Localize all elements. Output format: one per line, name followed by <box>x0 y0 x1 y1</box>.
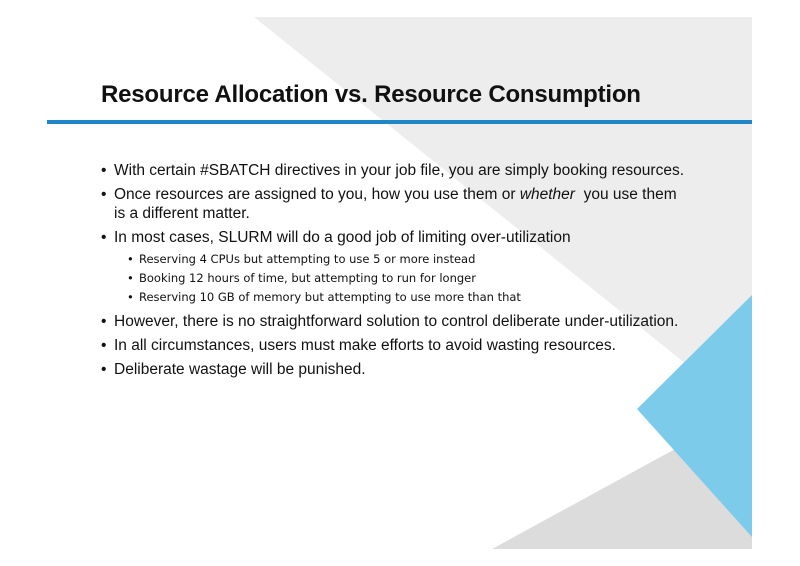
bullet-item <box>101 228 691 307</box>
bullet-item <box>101 312 691 331</box>
bullet-text: With certain #SBATCH directives in your job file, you are simply booking resources. <box>114 162 684 179</box>
title-underline <box>47 120 752 124</box>
bullet-text: you use them is a different matter. <box>114 186 681 222</box>
slide-title: Resource Allocation vs. Resource Consumption <box>101 81 641 108</box>
bullet-item <box>101 336 691 355</box>
bullet-list <box>101 161 691 384</box>
sub-bullet-list <box>114 250 691 307</box>
bullet-emphasis: whether <box>519 186 575 203</box>
bullet-item <box>101 360 691 379</box>
bullet-text: In all circumstances, users must make efforts to avoid wasting resources. <box>114 337 616 354</box>
bullet-text: Deliberate wastage will be punished. <box>114 361 366 378</box>
slide <box>47 17 752 549</box>
sub-bullet-item: • Booking 12 hours of time, but attempting to run for longer <box>114 269 691 288</box>
sub-bullet-item: • Reserving 10 GB of memory but attempting to use more than that <box>114 288 691 307</box>
bullet-text: In most cases, SLURM will do a good job of limiting over-utilization <box>114 229 571 246</box>
bullet-text: Once resources are assigned to you, how you use them or <box>114 186 520 203</box>
bullet-item <box>101 161 691 180</box>
sub-bullet-item: • Reserving 4 CPUs but attempting to use 5 or more instead <box>114 250 691 269</box>
bullet-text: However, there is no straightforward solution to control deliberate under-utilization. <box>114 313 679 330</box>
bullet-item <box>101 185 691 223</box>
